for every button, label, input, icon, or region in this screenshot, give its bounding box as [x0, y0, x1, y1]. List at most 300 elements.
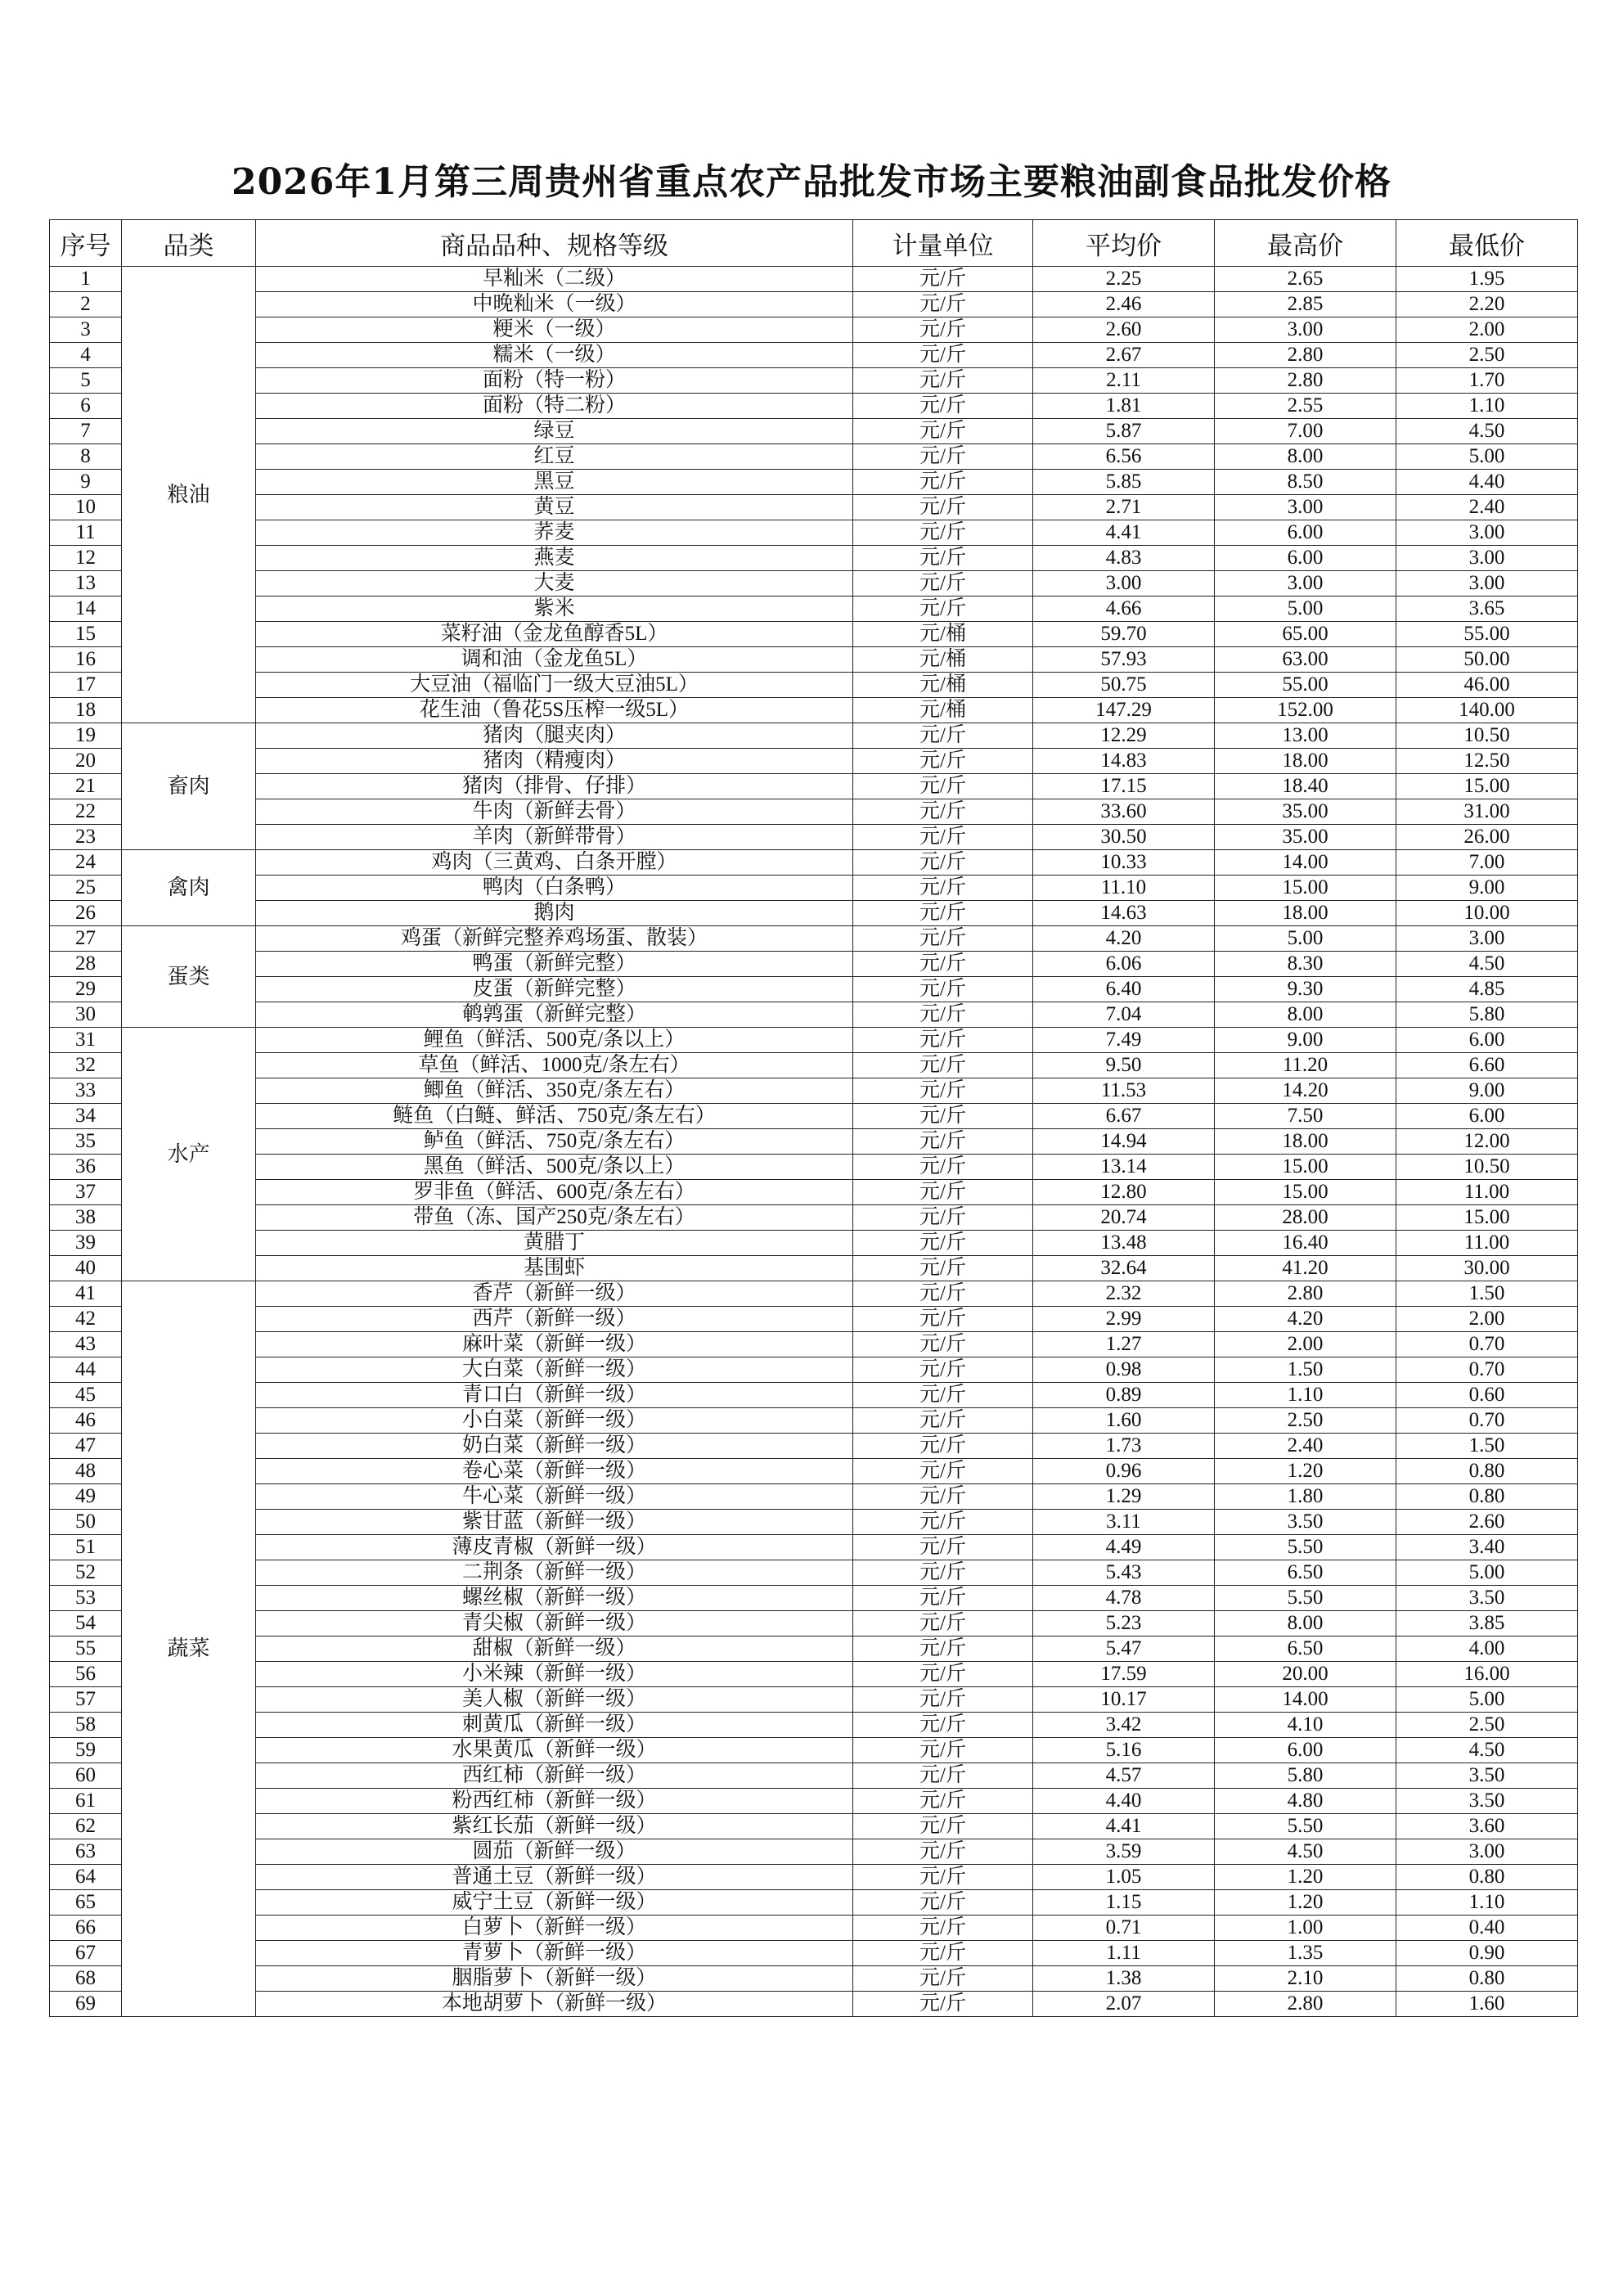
- table-row: [50, 368, 1578, 394]
- max-price-cell: 18.00: [1215, 901, 1396, 926]
- avg-price-cell: 5.43: [1033, 1560, 1215, 1586]
- unit-cell: 元/斤: [853, 1814, 1033, 1839]
- unit-cell: 元/斤: [853, 1636, 1033, 1662]
- unit-cell: 元/斤: [853, 749, 1033, 774]
- max-price-cell: 2.80: [1215, 1992, 1396, 2017]
- unit-cell: 元/斤: [853, 1256, 1033, 1281]
- product-cell: 红豆: [256, 444, 853, 470]
- unit-cell: 元/斤: [853, 343, 1033, 368]
- product-cell: 鸭肉（白条鸭）: [256, 876, 853, 901]
- avg-price-cell: 14.83: [1033, 749, 1215, 774]
- table-row: [50, 1586, 1578, 1611]
- unit-cell: 元/斤: [853, 1205, 1033, 1231]
- table-row: [50, 647, 1578, 673]
- avg-price-cell: 1.73: [1033, 1434, 1215, 1459]
- min-price-cell: 3.85: [1396, 1611, 1578, 1636]
- avg-price-cell: 11.53: [1033, 1078, 1215, 1104]
- min-price-cell: 31.00: [1396, 799, 1578, 825]
- product-cell: 鸡肉（三黄鸡、白条开膛）: [256, 850, 853, 876]
- table-row: [50, 1053, 1578, 1078]
- max-price-cell: 5.50: [1215, 1535, 1396, 1560]
- unit-cell: 元/斤: [853, 1231, 1033, 1256]
- unit-cell: 元/斤: [853, 1789, 1033, 1814]
- index-cell: 68: [50, 1966, 122, 1992]
- index-cell: 42: [50, 1307, 122, 1332]
- avg-price-cell: 147.29: [1033, 698, 1215, 723]
- avg-price-cell: 2.11: [1033, 368, 1215, 394]
- table-row: [50, 1028, 1578, 1053]
- max-price-cell: 5.50: [1215, 1814, 1396, 1839]
- product-cell: 威宁土豆（新鲜一级）: [256, 1890, 853, 1916]
- product-cell: 鹅肉: [256, 901, 853, 926]
- max-price-cell: 3.00: [1215, 495, 1396, 520]
- index-cell: 38: [50, 1205, 122, 1231]
- unit-cell: 元/桶: [853, 673, 1033, 698]
- min-price-cell: 0.80: [1396, 1966, 1578, 1992]
- max-price-cell: 14.20: [1215, 1078, 1396, 1104]
- min-price-cell: 4.50: [1396, 952, 1578, 977]
- avg-price-cell: 10.17: [1033, 1687, 1215, 1713]
- product-cell: 调和油（金龙鱼5L）: [256, 647, 853, 673]
- table-row: [50, 1941, 1578, 1966]
- max-price-cell: 2.80: [1215, 1281, 1396, 1307]
- unit-cell: 元/斤: [853, 799, 1033, 825]
- product-cell: 紫红长茄（新鲜一级）: [256, 1814, 853, 1839]
- avg-price-cell: 6.56: [1033, 444, 1215, 470]
- min-price-cell: 4.50: [1396, 1738, 1578, 1763]
- min-price-cell: 1.10: [1396, 394, 1578, 419]
- index-cell: 33: [50, 1078, 122, 1104]
- max-price-cell: 9.00: [1215, 1028, 1396, 1053]
- avg-price-cell: 57.93: [1033, 647, 1215, 673]
- avg-price-cell: 1.29: [1033, 1484, 1215, 1510]
- min-price-cell: 1.95: [1396, 267, 1578, 292]
- min-price-cell: 0.70: [1396, 1332, 1578, 1357]
- table-header-row: [50, 220, 1578, 267]
- max-price-cell: 4.50: [1215, 1839, 1396, 1865]
- min-price-cell: 10.50: [1396, 1155, 1578, 1180]
- table-row: [50, 1865, 1578, 1890]
- avg-price-cell: 4.57: [1033, 1763, 1215, 1789]
- index-cell: 57: [50, 1687, 122, 1713]
- unit-cell: 元/斤: [853, 1992, 1033, 2017]
- min-price-cell: 12.50: [1396, 749, 1578, 774]
- min-price-cell: 30.00: [1396, 1256, 1578, 1281]
- max-price-cell: 6.50: [1215, 1636, 1396, 1662]
- index-cell: 56: [50, 1662, 122, 1687]
- avg-price-cell: 4.78: [1033, 1586, 1215, 1611]
- table-row: [50, 723, 1578, 749]
- table-row: [50, 1814, 1578, 1839]
- index-cell: 16: [50, 647, 122, 673]
- min-price-cell: 3.50: [1396, 1586, 1578, 1611]
- min-price-cell: 2.40: [1396, 495, 1578, 520]
- avg-price-cell: 3.11: [1033, 1510, 1215, 1535]
- unit-cell: 元/斤: [853, 1713, 1033, 1738]
- unit-cell: 元/斤: [853, 1053, 1033, 1078]
- table-row: [50, 1256, 1578, 1281]
- index-cell: 2: [50, 292, 122, 317]
- index-cell: 7: [50, 419, 122, 444]
- max-price-cell: 1.00: [1215, 1916, 1396, 1941]
- avg-price-cell: 59.70: [1033, 622, 1215, 647]
- min-price-cell: 46.00: [1396, 673, 1578, 698]
- avg-price-cell: 7.04: [1033, 1002, 1215, 1028]
- table-row: [50, 1611, 1578, 1636]
- avg-price-cell: 2.07: [1033, 1992, 1215, 2017]
- index-cell: 18: [50, 698, 122, 723]
- avg-price-cell: 17.15: [1033, 774, 1215, 799]
- page-title: 2026年1月第三周贵州省重点农产品批发市场主要粮油副食品批发价格: [231, 161, 1392, 203]
- avg-price-cell: 6.06: [1033, 952, 1215, 977]
- product-cell: 黄豆: [256, 495, 853, 520]
- product-cell: 甜椒（新鲜一级）: [256, 1636, 853, 1662]
- index-cell: 12: [50, 546, 122, 571]
- table-row: [50, 749, 1578, 774]
- product-cell: 水果黄瓜（新鲜一级）: [256, 1738, 853, 1763]
- avg-price-cell: 30.50: [1033, 825, 1215, 850]
- avg-price-cell: 14.63: [1033, 901, 1215, 926]
- max-price-cell: 2.65: [1215, 267, 1396, 292]
- index-cell: 31: [50, 1028, 122, 1053]
- avg-price-cell: 1.15: [1033, 1890, 1215, 1916]
- product-cell: 西芹（新鲜一级）: [256, 1307, 853, 1332]
- min-price-cell: 2.20: [1396, 292, 1578, 317]
- min-price-cell: 3.00: [1396, 1839, 1578, 1865]
- index-cell: 36: [50, 1155, 122, 1180]
- min-price-cell: 2.50: [1396, 343, 1578, 368]
- product-cell: 大豆油（福临门一级大豆油5L）: [256, 673, 853, 698]
- table-row: [50, 1713, 1578, 1738]
- index-cell: 19: [50, 723, 122, 749]
- min-price-cell: 10.00: [1396, 901, 1578, 926]
- product-cell: 本地胡萝卜（新鲜一级）: [256, 1992, 853, 2017]
- product-cell: 白萝卜（新鲜一级）: [256, 1916, 853, 1941]
- max-price-cell: 4.20: [1215, 1307, 1396, 1332]
- max-price-cell: 41.20: [1215, 1256, 1396, 1281]
- unit-cell: 元/斤: [853, 1180, 1033, 1205]
- product-cell: 香芹（新鲜一级）: [256, 1281, 853, 1307]
- index-cell: 11: [50, 520, 122, 546]
- product-cell: 黑豆: [256, 470, 853, 495]
- table-row: [50, 876, 1578, 901]
- index-cell: 30: [50, 1002, 122, 1028]
- product-cell: 牛心菜（新鲜一级）: [256, 1484, 853, 1510]
- max-price-cell: 2.80: [1215, 368, 1396, 394]
- unit-cell: 元/斤: [853, 317, 1033, 343]
- avg-price-cell: 0.71: [1033, 1916, 1215, 1941]
- unit-cell: 元/斤: [853, 1129, 1033, 1155]
- max-price-cell: 5.00: [1215, 926, 1396, 952]
- unit-cell: 元/斤: [853, 546, 1033, 571]
- max-price-cell: 1.20: [1215, 1865, 1396, 1890]
- index-cell: 15: [50, 622, 122, 647]
- table-row: [50, 1687, 1578, 1713]
- product-cell: 紫米: [256, 597, 853, 622]
- min-price-cell: 11.00: [1396, 1231, 1578, 1256]
- product-cell: 燕麦: [256, 546, 853, 571]
- product-cell: 大白菜（新鲜一级）: [256, 1357, 853, 1383]
- product-cell: 中晚籼米（一级）: [256, 292, 853, 317]
- min-price-cell: 3.00: [1396, 546, 1578, 571]
- avg-price-cell: 2.71: [1033, 495, 1215, 520]
- index-cell: 9: [50, 470, 122, 495]
- min-price-cell: 5.00: [1396, 1687, 1578, 1713]
- min-price-cell: 16.00: [1396, 1662, 1578, 1687]
- category-cell: 水产: [122, 1028, 256, 1281]
- table-row: [50, 1180, 1578, 1205]
- index-cell: 22: [50, 799, 122, 825]
- table-row: [50, 1510, 1578, 1535]
- avg-price-cell: 4.40: [1033, 1789, 1215, 1814]
- table-row: [50, 952, 1578, 977]
- avg-price-cell: 4.66: [1033, 597, 1215, 622]
- unit-cell: 元/斤: [853, 1484, 1033, 1510]
- index-cell: 59: [50, 1738, 122, 1763]
- product-cell: 圆茄（新鲜一级）: [256, 1839, 853, 1865]
- min-price-cell: 3.60: [1396, 1814, 1578, 1839]
- unit-cell: 元/斤: [853, 368, 1033, 394]
- table-row: [50, 1636, 1578, 1662]
- table-row: [50, 774, 1578, 799]
- avg-price-cell: 0.98: [1033, 1357, 1215, 1383]
- max-price-cell: 8.30: [1215, 952, 1396, 977]
- max-price-cell: 1.35: [1215, 1941, 1396, 1966]
- table-row: [50, 1357, 1578, 1383]
- max-price-cell: 7.00: [1215, 419, 1396, 444]
- max-price-cell: 20.00: [1215, 1662, 1396, 1687]
- index-cell: 46: [50, 1408, 122, 1434]
- unit-cell: 元/斤: [853, 1002, 1033, 1028]
- index-cell: 45: [50, 1383, 122, 1408]
- max-price-cell: 6.00: [1215, 1738, 1396, 1763]
- unit-cell: 元/斤: [853, 1611, 1033, 1636]
- avg-price-cell: 6.40: [1033, 977, 1215, 1002]
- product-cell: 荞麦: [256, 520, 853, 546]
- table-row: [50, 292, 1578, 317]
- index-cell: 17: [50, 673, 122, 698]
- avg-price-cell: 3.42: [1033, 1713, 1215, 1738]
- index-cell: 24: [50, 850, 122, 876]
- table-row: [50, 1560, 1578, 1586]
- unit-cell: 元/斤: [853, 1357, 1033, 1383]
- unit-cell: 元/斤: [853, 1687, 1033, 1713]
- index-cell: 51: [50, 1535, 122, 1560]
- unit-cell: 元/斤: [853, 1916, 1033, 1941]
- index-cell: 66: [50, 1916, 122, 1941]
- avg-price-cell: 5.85: [1033, 470, 1215, 495]
- index-cell: 4: [50, 343, 122, 368]
- max-price-cell: 28.00: [1215, 1205, 1396, 1231]
- max-price-cell: 2.55: [1215, 394, 1396, 419]
- max-price-cell: 63.00: [1215, 647, 1396, 673]
- product-cell: 小米辣（新鲜一级）: [256, 1662, 853, 1687]
- table-row: [50, 926, 1578, 952]
- min-price-cell: 50.00: [1396, 647, 1578, 673]
- index-cell: 43: [50, 1332, 122, 1357]
- max-price-cell: 15.00: [1215, 876, 1396, 901]
- product-cell: 面粉（特二粉）: [256, 394, 853, 419]
- min-price-cell: 2.50: [1396, 1713, 1578, 1738]
- max-price-cell: 7.50: [1215, 1104, 1396, 1129]
- unit-cell: 元/斤: [853, 520, 1033, 546]
- table-row: [50, 597, 1578, 622]
- max-price-cell: 4.10: [1215, 1713, 1396, 1738]
- min-price-cell: 15.00: [1396, 774, 1578, 799]
- avg-price-cell: 5.47: [1033, 1636, 1215, 1662]
- index-cell: 58: [50, 1713, 122, 1738]
- max-price-cell: 5.80: [1215, 1763, 1396, 1789]
- min-price-cell: 6.60: [1396, 1053, 1578, 1078]
- product-cell: 紫甘蓝（新鲜一级）: [256, 1510, 853, 1535]
- avg-price-cell: 7.49: [1033, 1028, 1215, 1053]
- max-price-cell: 5.00: [1215, 597, 1396, 622]
- avg-price-cell: 11.10: [1033, 876, 1215, 901]
- unit-cell: 元/桶: [853, 622, 1033, 647]
- table-row: [50, 1231, 1578, 1256]
- avg-price-cell: 2.46: [1033, 292, 1215, 317]
- table-row: [50, 1662, 1578, 1687]
- max-price-cell: 13.00: [1215, 723, 1396, 749]
- product-cell: 黑鱼（鲜活、500克/条以上）: [256, 1155, 853, 1180]
- max-price-cell: 18.00: [1215, 1129, 1396, 1155]
- header-min-price: 最低价: [1396, 220, 1578, 267]
- min-price-cell: 10.50: [1396, 723, 1578, 749]
- table-row: [50, 419, 1578, 444]
- max-price-cell: 65.00: [1215, 622, 1396, 647]
- product-cell: 猪肉（排骨、仔排）: [256, 774, 853, 799]
- max-price-cell: 5.50: [1215, 1586, 1396, 1611]
- unit-cell: 元/斤: [853, 1332, 1033, 1357]
- product-cell: 绿豆: [256, 419, 853, 444]
- unit-cell: 元/斤: [853, 1865, 1033, 1890]
- unit-cell: 元/斤: [853, 1383, 1033, 1408]
- max-price-cell: 6.00: [1215, 546, 1396, 571]
- table-row: [50, 571, 1578, 597]
- max-price-cell: 2.10: [1215, 1966, 1396, 1992]
- avg-price-cell: 14.94: [1033, 1129, 1215, 1155]
- avg-price-cell: 2.60: [1033, 317, 1215, 343]
- index-cell: 14: [50, 597, 122, 622]
- max-price-cell: 16.40: [1215, 1231, 1396, 1256]
- unit-cell: 元/斤: [853, 267, 1033, 292]
- product-cell: 罗非鱼（鲜活、600克/条左右）: [256, 1180, 853, 1205]
- product-cell: 鲢鱼（白鲢、鲜活、750克/条左右）: [256, 1104, 853, 1129]
- product-cell: 带鱼（冻、国产250克/条左右）: [256, 1205, 853, 1231]
- avg-price-cell: 17.59: [1033, 1662, 1215, 1687]
- min-price-cell: 6.00: [1396, 1104, 1578, 1129]
- product-cell: 普通土豆（新鲜一级）: [256, 1865, 853, 1890]
- min-price-cell: 1.70: [1396, 368, 1578, 394]
- min-price-cell: 7.00: [1396, 850, 1578, 876]
- max-price-cell: 2.00: [1215, 1332, 1396, 1357]
- avg-price-cell: 3.00: [1033, 571, 1215, 597]
- index-cell: 49: [50, 1484, 122, 1510]
- table-row: [50, 1332, 1578, 1357]
- unit-cell: 元/斤: [853, 850, 1033, 876]
- product-cell: 草鱼（鲜活、1000克/条左右）: [256, 1053, 853, 1078]
- max-price-cell: 6.00: [1215, 520, 1396, 546]
- avg-price-cell: 6.67: [1033, 1104, 1215, 1129]
- product-cell: 麻叶菜（新鲜一级）: [256, 1332, 853, 1357]
- table-row: [50, 1763, 1578, 1789]
- category-cell: 蔬菜: [122, 1281, 256, 2017]
- category-cell: 禽肉: [122, 850, 256, 926]
- min-price-cell: 26.00: [1396, 825, 1578, 850]
- header-product: 商品品种、规格等级: [256, 220, 853, 267]
- index-cell: 39: [50, 1231, 122, 1256]
- max-price-cell: 9.30: [1215, 977, 1396, 1002]
- index-cell: 64: [50, 1865, 122, 1890]
- unit-cell: 元/斤: [853, 926, 1033, 952]
- min-price-cell: 0.80: [1396, 1865, 1578, 1890]
- unit-cell: 元/斤: [853, 1966, 1033, 1992]
- unit-cell: 元/斤: [853, 444, 1033, 470]
- header-max-price: 最高价: [1215, 220, 1396, 267]
- product-cell: 西红柿（新鲜一级）: [256, 1763, 853, 1789]
- product-cell: 奶白菜（新鲜一级）: [256, 1434, 853, 1459]
- table-row: [50, 1738, 1578, 1763]
- unit-cell: 元/斤: [853, 1078, 1033, 1104]
- table-row: [50, 1281, 1578, 1307]
- avg-price-cell: 5.23: [1033, 1611, 1215, 1636]
- product-cell: 早籼米（二级）: [256, 267, 853, 292]
- min-price-cell: 4.40: [1396, 470, 1578, 495]
- product-cell: 鲤鱼（鲜活、500克/条以上）: [256, 1028, 853, 1053]
- product-cell: 花生油（鲁花5S压榨一级5L）: [256, 698, 853, 723]
- index-cell: 32: [50, 1053, 122, 1078]
- max-price-cell: 1.50: [1215, 1357, 1396, 1383]
- table-row: [50, 1078, 1578, 1104]
- table-row: [50, 1992, 1578, 2017]
- table-row: [50, 520, 1578, 546]
- max-price-cell: 2.85: [1215, 292, 1396, 317]
- product-cell: 刺黄瓜（新鲜一级）: [256, 1713, 853, 1738]
- product-cell: 菜籽油（金龙鱼醇香5L）: [256, 622, 853, 647]
- avg-price-cell: 1.27: [1033, 1332, 1215, 1357]
- unit-cell: 元/斤: [853, 1281, 1033, 1307]
- table-row: [50, 1205, 1578, 1231]
- unit-cell: 元/斤: [853, 495, 1033, 520]
- avg-price-cell: 12.80: [1033, 1180, 1215, 1205]
- avg-price-cell: 2.32: [1033, 1281, 1215, 1307]
- min-price-cell: 4.85: [1396, 977, 1578, 1002]
- category-cell: 粮油: [122, 267, 256, 723]
- product-cell: 青尖椒（新鲜一级）: [256, 1611, 853, 1636]
- product-cell: 小白菜（新鲜一级）: [256, 1408, 853, 1434]
- index-cell: 10: [50, 495, 122, 520]
- max-price-cell: 35.00: [1215, 799, 1396, 825]
- avg-price-cell: 13.14: [1033, 1155, 1215, 1180]
- min-price-cell: 3.65: [1396, 597, 1578, 622]
- avg-price-cell: 5.16: [1033, 1738, 1215, 1763]
- index-cell: 48: [50, 1459, 122, 1484]
- category-cell: 蛋类: [122, 926, 256, 1028]
- avg-price-cell: 2.25: [1033, 267, 1215, 292]
- unit-cell: 元/斤: [853, 1510, 1033, 1535]
- index-cell: 35: [50, 1129, 122, 1155]
- min-price-cell: 3.00: [1396, 926, 1578, 952]
- index-cell: 67: [50, 1941, 122, 1966]
- min-price-cell: 2.00: [1396, 317, 1578, 343]
- max-price-cell: 8.00: [1215, 1002, 1396, 1028]
- index-cell: 65: [50, 1890, 122, 1916]
- unit-cell: 元/斤: [853, 1560, 1033, 1586]
- min-price-cell: 0.60: [1396, 1383, 1578, 1408]
- index-cell: 25: [50, 876, 122, 901]
- max-price-cell: 2.40: [1215, 1434, 1396, 1459]
- min-price-cell: 1.60: [1396, 1992, 1578, 2017]
